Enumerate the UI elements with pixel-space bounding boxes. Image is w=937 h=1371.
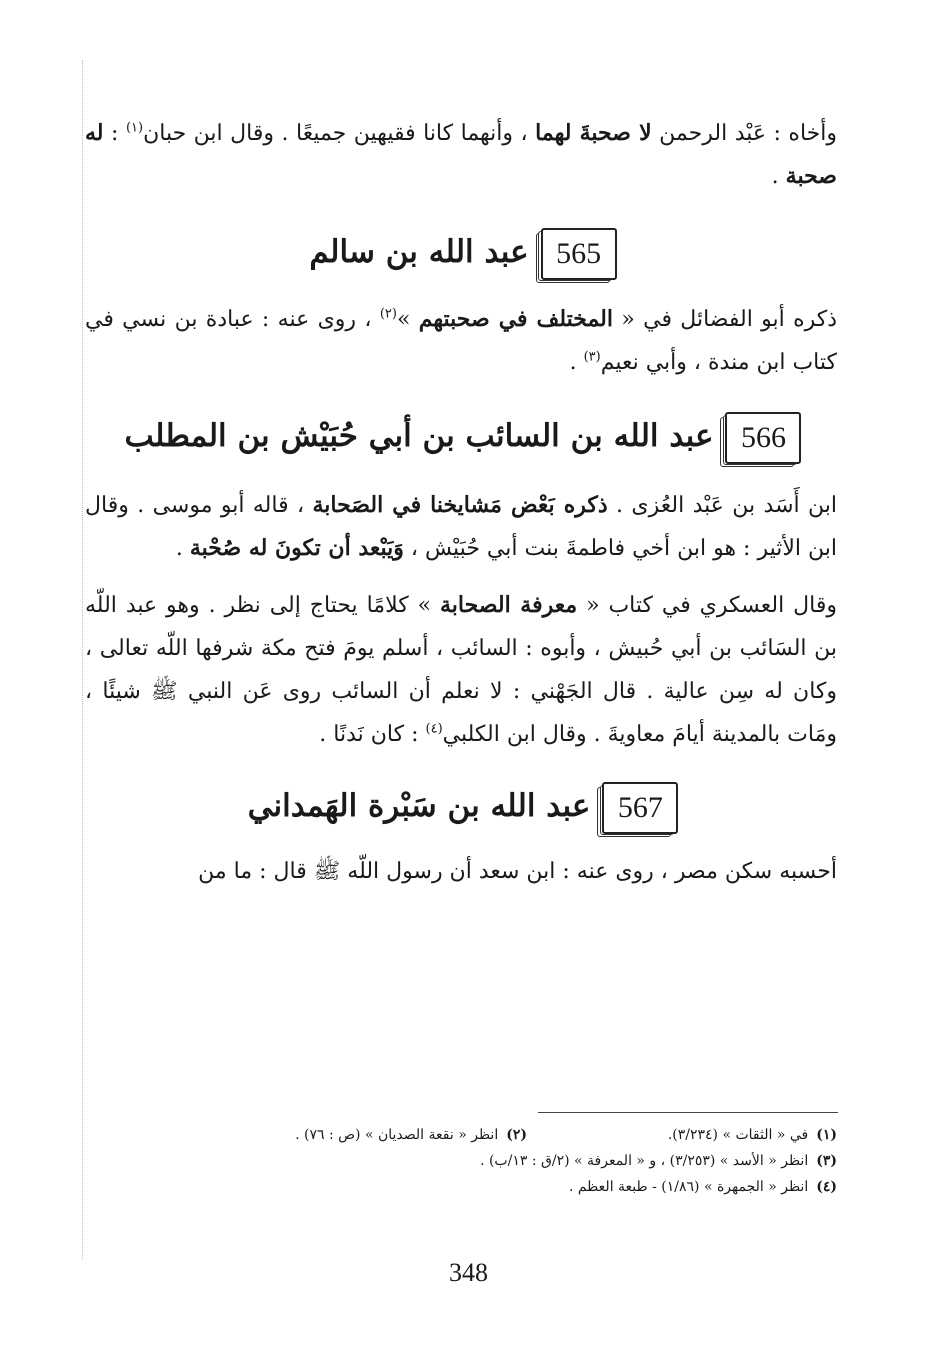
footnote-3: (٣)انظر « الأسد » (٣/٢٥٣) ، و « المعرفة » (٢/ق : ١٣/ب) . (480, 1153, 837, 1169)
continuation-paragraph: وأخاه : عَبْد الرحمن لا صحبةَ لهما ، وأنهما كانا فقيهين جميعًا . وقال ابن حبان$^{(١)}$ : له صحبة . (85, 120, 837, 189)
footnote-1: (١)في « الثقات » (٣/٢٣٤). (667, 1127, 837, 1143)
entry-number: 566 (725, 412, 801, 464)
page-body (85, 112, 837, 893)
entry-number: 565 (541, 228, 617, 280)
footnotes (85, 1122, 837, 1200)
entry-heading-565 (85, 228, 837, 276)
entry-title: عبد الله بن سالم (309, 234, 529, 270)
footnote-2: (٢)انظر « نقعة الصديان » (ص : ٧٦) . (295, 1127, 527, 1143)
entry-567-paragraph: أحسبه سكن مصر ، روى عنه : ابن سعد أن رسول اللّه ﷺ قال : ما من (198, 859, 837, 884)
entry-title: عبد الله بن السائب بن أبي حُبَيْش بن المطلب (124, 418, 714, 454)
footnote-row (85, 1122, 837, 1148)
margin-guide-line (82, 60, 83, 1260)
footnote-4: (٤)انظر « الجمهرة » (١/٨٦) - طبعة العظم . (568, 1179, 837, 1195)
entry-heading-567 (85, 782, 837, 830)
entry-heading-566 (85, 412, 837, 460)
entry-566-paragraph-1: ابن أَسَد بن عَبْد العُزى . ذكره بَعْض مَشايخنا في الصَحابة ، قاله أبو موسى . وقال ابن الأثير : هو ابن أخي فاطمةَ بنت أبي حُبَيْش ، وَيَبْعد أن تكونَ له صُحْبة . (85, 492, 838, 561)
entry-566-paragraph-2: وقال العسكري في كتاب « معرفة الصحابة » كلامًا يحتاج إلى نظر . وهو عبد اللّه بن السَائب بن أبي حُبيش ، وأبوه : السائب ، أسلم يومَ فتح مكة شرفها اللّه تعالى ، وكان له سِن عالية . قال الجَهْني : لا نعلم أن السائب روى عَن النبي ﷺ شيئًا ، ومَات بالمدينة أيامَ معاويةَ . وقال ابن الكلبي$^{(٤)}$ : كان نَدنًا . (85, 592, 837, 747)
page-number: 348 (449, 1258, 488, 1287)
entry-number: 567 (602, 782, 678, 834)
entry-565-paragraph: ذكره أبو الفضائل في « المختلف في صحبتهم »$^{(٢)}$ ، روى عنه : عبادة بن نسي في كتاب ابن مندة ، وأبي نعيم$^{(٣)}$ . (85, 306, 838, 375)
entry-number-box (725, 412, 797, 460)
footnote-separator (538, 1112, 838, 1113)
entry-title: عبد الله بن سَبْرة الهَمداني (247, 788, 591, 824)
entry-number-box (602, 782, 674, 830)
entry-number-box (541, 228, 613, 276)
